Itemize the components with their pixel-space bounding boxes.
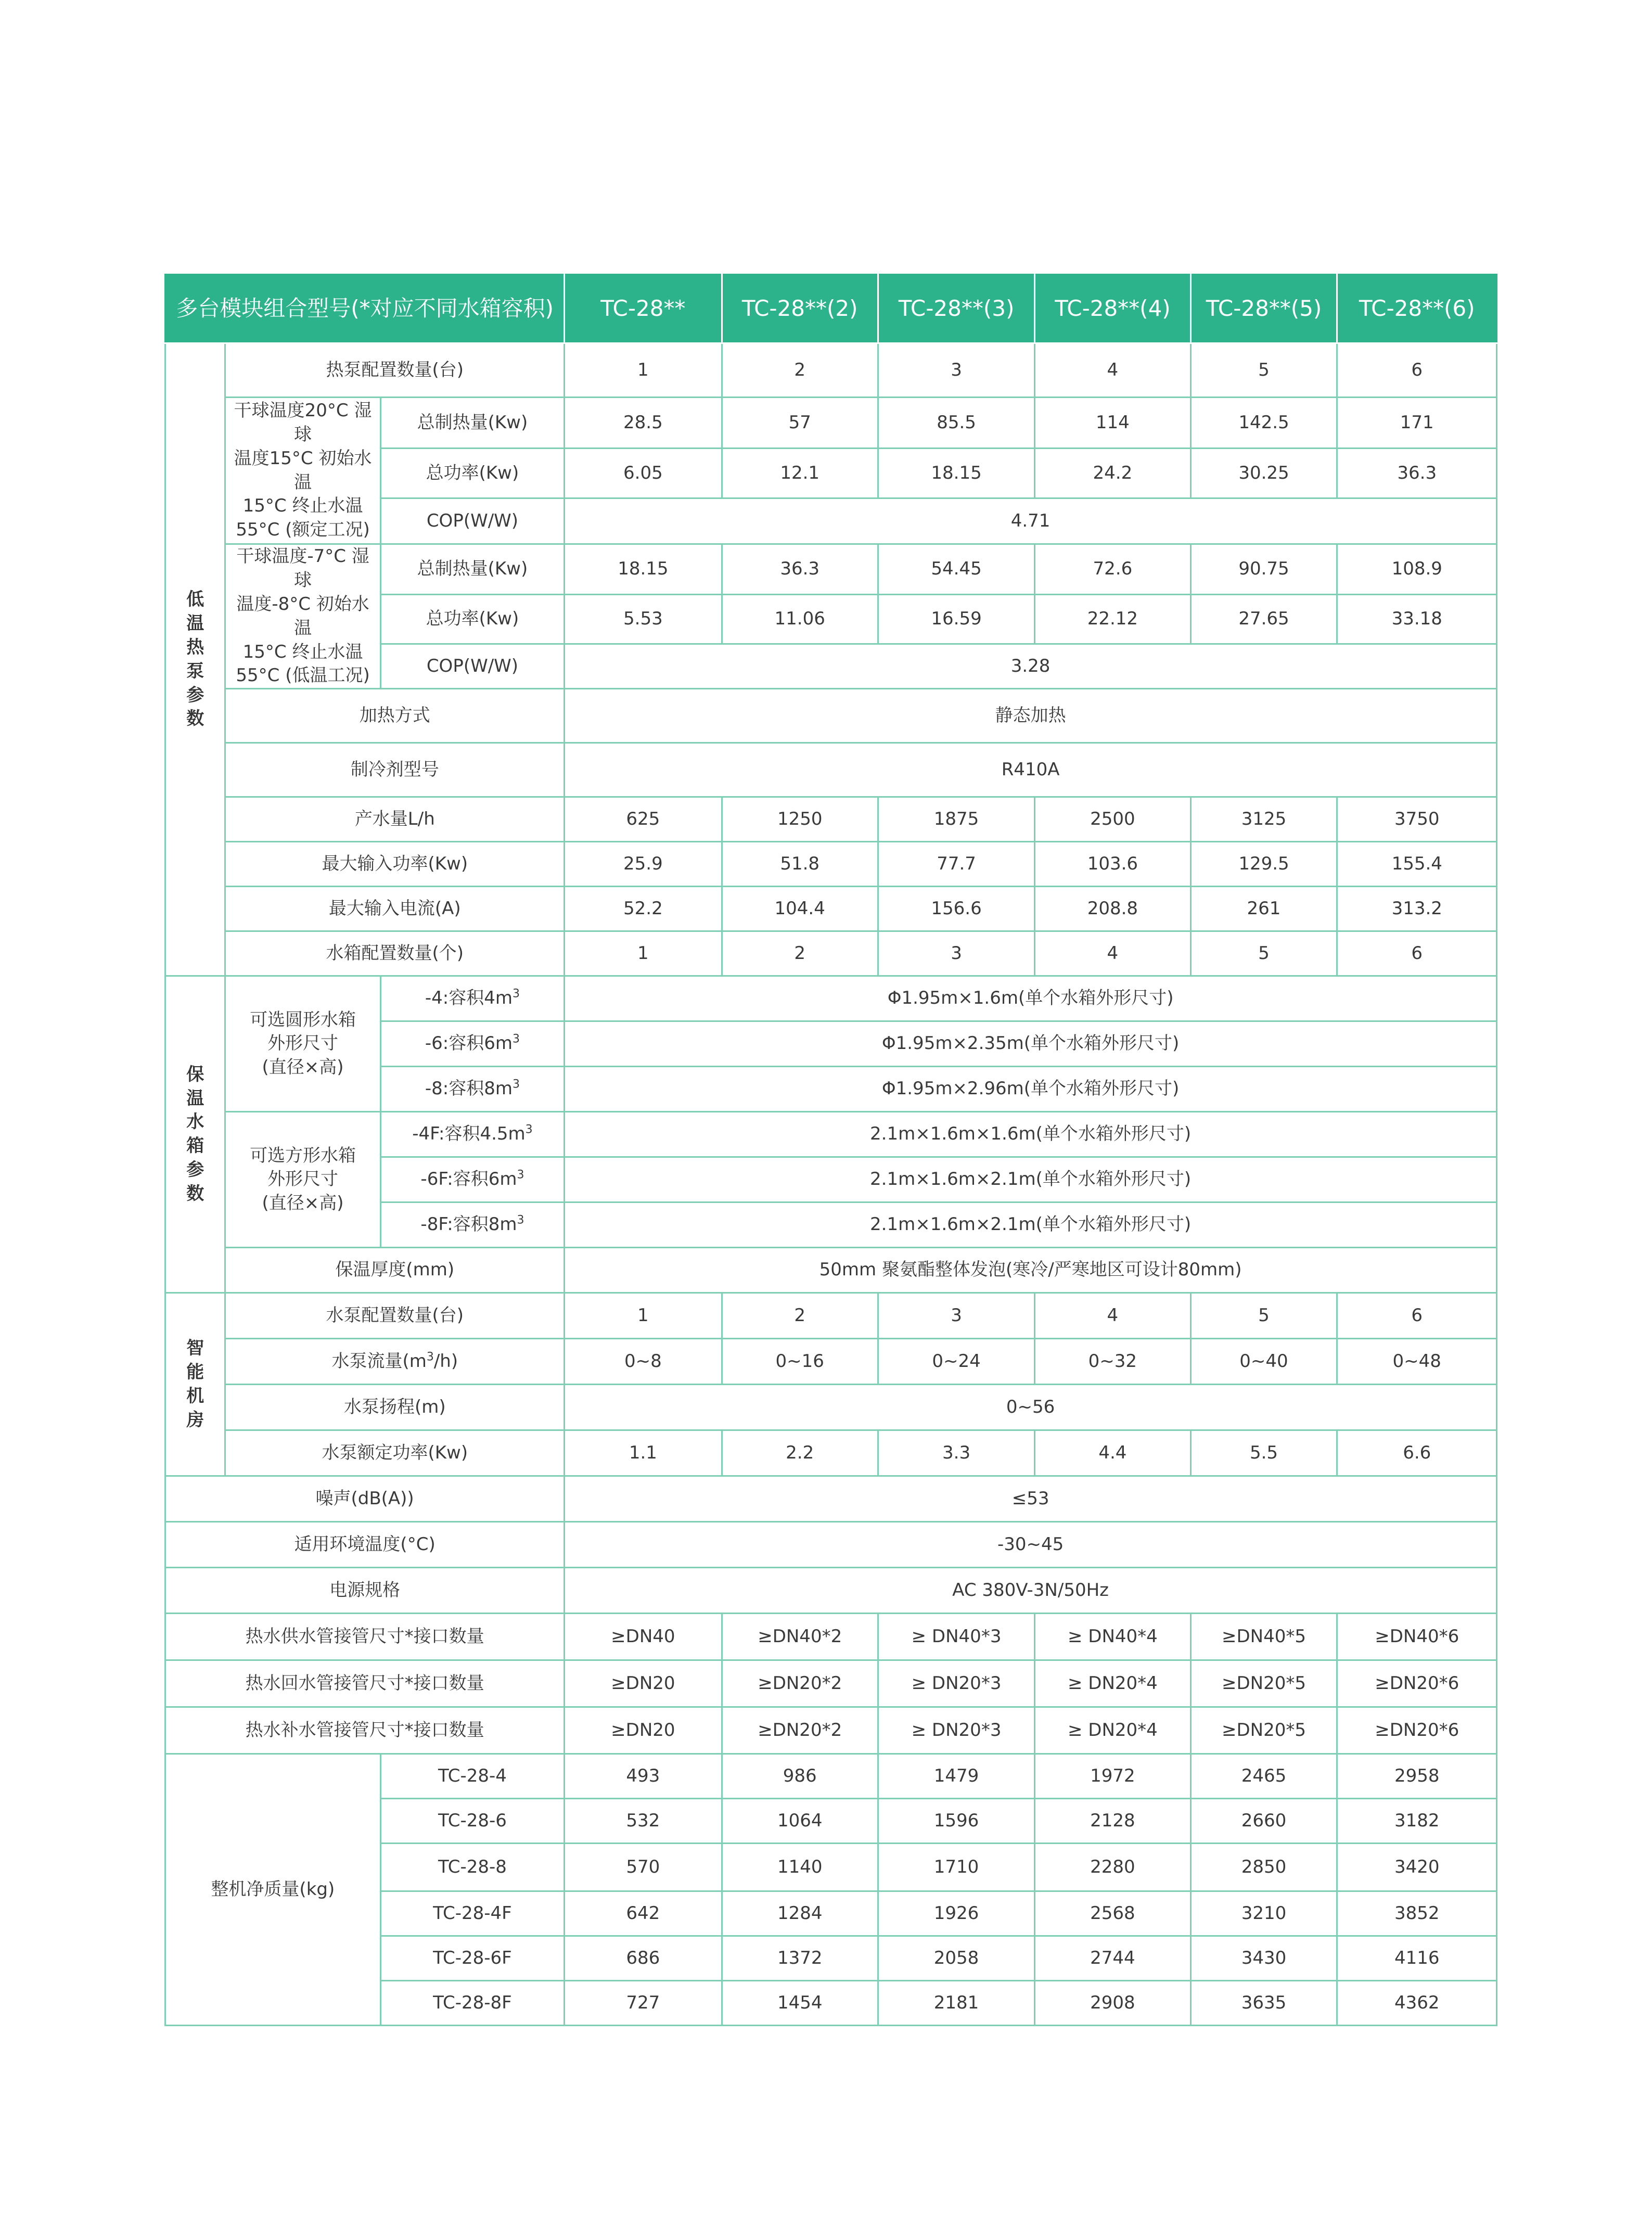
cell: 2500 bbox=[1035, 797, 1190, 842]
cell: 2128 bbox=[1035, 1799, 1190, 1844]
cell: 11.06 bbox=[722, 594, 878, 644]
cell: 313.2 bbox=[1337, 887, 1497, 931]
cell: 54.45 bbox=[878, 544, 1034, 595]
cell: 642 bbox=[565, 1891, 722, 1936]
section-char: 数 bbox=[186, 708, 204, 730]
cell: ≥DN40*6 bbox=[1337, 1614, 1497, 1660]
cell: 6 bbox=[1337, 1293, 1497, 1339]
cell: Φ1.95m×2.96m(单个水箱外形尺寸) bbox=[565, 1067, 1497, 1112]
section-char: 房 bbox=[186, 1409, 204, 1430]
cell: 155.4 bbox=[1337, 842, 1497, 887]
cell: 0~40 bbox=[1190, 1339, 1337, 1385]
cell: ≥ DN20*4 bbox=[1035, 1660, 1190, 1707]
cell: 129.5 bbox=[1190, 842, 1337, 887]
cell: 77.7 bbox=[878, 842, 1034, 887]
cell: 4 bbox=[1035, 343, 1190, 398]
cell: 1284 bbox=[722, 1891, 878, 1936]
tank-type-text: -4F:容积4.5m bbox=[412, 1123, 526, 1145]
row-label: 加热方式 bbox=[225, 689, 565, 743]
row-label bbox=[225, 1339, 565, 1385]
table-row bbox=[165, 544, 1497, 595]
cell: 5 bbox=[1190, 1293, 1337, 1339]
cell: 2465 bbox=[1190, 1754, 1337, 1799]
cell: ≥DN20*2 bbox=[722, 1660, 878, 1707]
row-label: 产水量L/h bbox=[225, 797, 565, 842]
header-model: TC-28**(2) bbox=[722, 275, 878, 343]
cell: 570 bbox=[565, 1844, 722, 1891]
cell: 0~24 bbox=[878, 1339, 1034, 1385]
cell: 1875 bbox=[878, 797, 1034, 842]
cell: 0~8 bbox=[565, 1339, 722, 1385]
cube-superscript: 3 bbox=[517, 1214, 524, 1227]
cell: 25.9 bbox=[565, 842, 722, 887]
cell: 2.1m×1.6m×1.6m(单个水箱外形尺寸) bbox=[565, 1112, 1497, 1157]
cell: 3 bbox=[878, 1293, 1034, 1339]
cell: 3430 bbox=[1190, 1936, 1337, 1981]
section-char: 热 bbox=[186, 636, 204, 658]
cell: 1064 bbox=[722, 1799, 878, 1844]
cell: Φ1.95m×2.35m(单个水箱外形尺寸) bbox=[565, 1021, 1497, 1067]
row-label: 水箱配置数量(个) bbox=[225, 931, 565, 976]
cell: 18.15 bbox=[878, 449, 1034, 498]
cell: 72.6 bbox=[1035, 544, 1190, 595]
cell: ≥DN40*5 bbox=[1190, 1614, 1337, 1660]
cell: 6 bbox=[1337, 931, 1497, 976]
cell: ≥DN20*5 bbox=[1190, 1660, 1337, 1707]
cube-superscript: 3 bbox=[525, 1123, 533, 1137]
cell: 1 bbox=[565, 343, 722, 398]
cell: 2.1m×1.6m×2.1m(单个水箱外形尺寸) bbox=[565, 1157, 1497, 1202]
cell: R410A bbox=[565, 743, 1497, 797]
cell: 2.1m×1.6m×2.1m(单个水箱外形尺寸) bbox=[565, 1202, 1497, 1248]
row-label: 热水回水管接管尺寸*接口数量 bbox=[165, 1660, 565, 1707]
cell: 1710 bbox=[878, 1844, 1034, 1891]
section-char: 低 bbox=[186, 589, 204, 610]
section-char: 机 bbox=[186, 1385, 204, 1406]
cube-superscript: 3 bbox=[517, 1169, 524, 1182]
cell: 1926 bbox=[878, 1891, 1034, 1936]
section-label-room bbox=[165, 1293, 225, 1476]
row-label: TC-28-6F bbox=[380, 1936, 564, 1981]
cell: 24.2 bbox=[1035, 449, 1190, 498]
table-row bbox=[165, 1614, 1497, 1660]
header-row bbox=[165, 275, 1497, 343]
cell: 625 bbox=[565, 797, 722, 842]
section-char: 箱 bbox=[186, 1135, 204, 1157]
table-row bbox=[165, 689, 1497, 743]
cell: 5 bbox=[1190, 343, 1337, 398]
cell: 1479 bbox=[878, 1754, 1034, 1799]
cell: 2.2 bbox=[722, 1430, 878, 1476]
row-label: COP(W/W) bbox=[380, 498, 564, 544]
tank-type-text: -4:容积4m bbox=[425, 988, 513, 1009]
row-label: 热水供水管接管尺寸*接口数量 bbox=[165, 1614, 565, 1660]
row-label: 水泵扬程(m) bbox=[225, 1385, 565, 1430]
cell: 1972 bbox=[1035, 1754, 1190, 1799]
row-label: 总制热量(Kw) bbox=[380, 398, 564, 449]
table-row bbox=[165, 1385, 1497, 1430]
cell: 114 bbox=[1035, 398, 1190, 449]
section-char: 能 bbox=[186, 1361, 204, 1383]
cell: ≥DN20*5 bbox=[1190, 1707, 1337, 1754]
row-label: 水泵额定功率(Kw) bbox=[225, 1430, 565, 1476]
row-label: 制冷剂型号 bbox=[225, 743, 565, 797]
cell: 57 bbox=[722, 398, 878, 449]
section-char: 保 bbox=[186, 1064, 204, 1085]
cell: 1372 bbox=[722, 1936, 878, 1981]
cell: 0~56 bbox=[565, 1385, 1497, 1430]
cell: 2660 bbox=[1190, 1799, 1337, 1844]
cell: ≥DN20 bbox=[565, 1707, 722, 1754]
cell: 静态加热 bbox=[565, 689, 1497, 743]
cell: 16.59 bbox=[878, 594, 1034, 644]
section-char: 数 bbox=[186, 1183, 204, 1205]
tank-type bbox=[380, 1112, 564, 1157]
cell: -30~45 bbox=[565, 1522, 1497, 1568]
cell: 2280 bbox=[1035, 1844, 1190, 1891]
cell: 0~48 bbox=[1337, 1339, 1497, 1385]
row-label: TC-28-8F bbox=[380, 1981, 564, 2026]
cell: 532 bbox=[565, 1799, 722, 1844]
table-row bbox=[165, 1112, 1497, 1157]
cell: 1 bbox=[565, 1293, 722, 1339]
tank-type-text: -8F:容积8m bbox=[420, 1214, 517, 1235]
table-row bbox=[165, 1248, 1497, 1293]
tank-type bbox=[380, 976, 564, 1021]
cell: 261 bbox=[1190, 887, 1337, 931]
cell: 108.9 bbox=[1337, 544, 1497, 595]
row-label: 总功率(Kw) bbox=[380, 594, 564, 644]
table-row bbox=[165, 931, 1497, 976]
cell: 3852 bbox=[1337, 1891, 1497, 1936]
table-row bbox=[165, 1660, 1497, 1707]
tank-type bbox=[380, 1157, 564, 1202]
cell: 2181 bbox=[878, 1981, 1034, 2026]
cell: 2744 bbox=[1035, 1936, 1190, 1981]
cell: 142.5 bbox=[1190, 398, 1337, 449]
pump-flow-label-tail: /h) bbox=[433, 1350, 458, 1372]
row-label: 最大输入电流(A) bbox=[225, 887, 565, 931]
table-row bbox=[165, 1568, 1497, 1614]
row-label: TC-28-4 bbox=[380, 1754, 564, 1799]
cube-superscript: 3 bbox=[512, 1078, 520, 1092]
row-label: 水泵配置数量(台) bbox=[225, 1293, 565, 1339]
cell: 5.53 bbox=[565, 594, 722, 644]
table-row bbox=[165, 1754, 1497, 1799]
row-label: 保温厚度(mm) bbox=[225, 1248, 565, 1293]
cube-superscript: 3 bbox=[426, 1350, 434, 1364]
cell: 2058 bbox=[878, 1936, 1034, 1981]
cell: 50mm 聚氨酯整体发泡(寒冷/严寒地区可设计80mm) bbox=[565, 1248, 1497, 1293]
row-label: 适用环境温度(°C) bbox=[165, 1522, 565, 1568]
header-model: TC-28**(3) bbox=[878, 275, 1034, 343]
cube-superscript: 3 bbox=[512, 1033, 520, 1046]
square-tank-label: 可选方形水箱 外形尺寸 (直径×高) bbox=[225, 1112, 380, 1248]
cell: 103.6 bbox=[1035, 842, 1190, 887]
rated-condition: 干球温度20°C 湿球 温度15°C 初始水温 15°C 终止水温 55°C (额定工况) bbox=[225, 398, 380, 544]
cell: 2 bbox=[722, 1293, 878, 1339]
cell: 52.2 bbox=[565, 887, 722, 931]
cell: 1140 bbox=[722, 1844, 878, 1891]
header-title: 多台模块组合型号(*对应不同水箱容积) bbox=[165, 275, 565, 343]
section-label-tank bbox=[165, 976, 225, 1293]
table-row bbox=[165, 1339, 1497, 1385]
tank-type bbox=[380, 1021, 564, 1067]
cell: 2850 bbox=[1190, 1844, 1337, 1891]
tank-type-text: -6F:容积6m bbox=[420, 1169, 517, 1190]
cell: ≥ DN20*4 bbox=[1035, 1707, 1190, 1754]
cell: 36.3 bbox=[1337, 449, 1497, 498]
cell: 6.6 bbox=[1337, 1430, 1497, 1476]
cube-superscript: 3 bbox=[512, 988, 520, 1001]
cell: 4362 bbox=[1337, 1981, 1497, 2026]
cell: 2 bbox=[722, 931, 878, 976]
cell: 5.5 bbox=[1190, 1430, 1337, 1476]
section-char: 参 bbox=[186, 684, 204, 706]
cell: 986 bbox=[722, 1754, 878, 1799]
cell: AC 380V-3N/50Hz bbox=[565, 1568, 1497, 1614]
cell: 686 bbox=[565, 1936, 722, 1981]
cell: 3750 bbox=[1337, 797, 1497, 842]
cell: 12.1 bbox=[722, 449, 878, 498]
table-row bbox=[165, 797, 1497, 842]
cell: 156.6 bbox=[878, 887, 1034, 931]
cell: 27.65 bbox=[1190, 594, 1337, 644]
row-label: TC-28-8 bbox=[380, 1844, 564, 1891]
row-label: TC-28-6 bbox=[380, 1799, 564, 1844]
table-row bbox=[165, 743, 1497, 797]
cell: 0~16 bbox=[722, 1339, 878, 1385]
table-row bbox=[165, 976, 1497, 1021]
cell: 4.4 bbox=[1035, 1430, 1190, 1476]
row-label: 总制热量(Kw) bbox=[380, 544, 564, 595]
cell: 3125 bbox=[1190, 797, 1337, 842]
cell: 2908 bbox=[1035, 1981, 1190, 2026]
section-char: 温 bbox=[186, 1087, 204, 1109]
cell: 5 bbox=[1190, 931, 1337, 976]
cell: 1.1 bbox=[565, 1430, 722, 1476]
tank-type-text: -8:容积8m bbox=[425, 1078, 513, 1099]
tank-type bbox=[380, 1067, 564, 1112]
section-label-low-temp bbox=[165, 343, 225, 976]
cell: ≥ DN40*3 bbox=[878, 1614, 1034, 1660]
cell: 3 bbox=[878, 343, 1034, 398]
row-label: COP(W/W) bbox=[380, 644, 564, 689]
section-char: 温 bbox=[186, 612, 204, 634]
net-weight-label: 整机净质量(kg) bbox=[165, 1754, 381, 2026]
section-char: 泵 bbox=[186, 660, 204, 682]
cell: ≥DN20 bbox=[565, 1660, 722, 1707]
row-label: 总功率(Kw) bbox=[380, 449, 564, 498]
table-row bbox=[165, 1293, 1497, 1339]
cell: 4.71 bbox=[565, 498, 1497, 544]
cell: 28.5 bbox=[565, 398, 722, 449]
low-condition: 干球温度-7°C 湿球 温度-8°C 初始水温 15°C 终止水温 55°C (低温工况) bbox=[225, 544, 380, 689]
cell: 4 bbox=[1035, 1293, 1190, 1339]
cell: 3.28 bbox=[565, 644, 1497, 689]
header-model: TC-28** bbox=[565, 275, 722, 343]
row-label: 热泵配置数量(台) bbox=[225, 343, 565, 398]
header-model: TC-28**(5) bbox=[1190, 275, 1337, 343]
tank-type bbox=[380, 1202, 564, 1248]
cell: 3635 bbox=[1190, 1981, 1337, 2026]
cell: 1596 bbox=[878, 1799, 1034, 1844]
cell: 3182 bbox=[1337, 1799, 1497, 1844]
table-row bbox=[165, 1430, 1497, 1476]
table-row bbox=[165, 343, 1497, 398]
cell: ≥ DN20*3 bbox=[878, 1707, 1034, 1754]
cell: 493 bbox=[565, 1754, 722, 1799]
cell: 30.25 bbox=[1190, 449, 1337, 498]
cell: ≥DN20*6 bbox=[1337, 1660, 1497, 1707]
header-model: TC-28**(6) bbox=[1337, 275, 1497, 343]
row-label: 热水补水管接管尺寸*接口数量 bbox=[165, 1707, 565, 1754]
table-row bbox=[165, 1522, 1497, 1568]
cell: 1454 bbox=[722, 1981, 878, 2026]
table-row bbox=[165, 1707, 1497, 1754]
cell: 727 bbox=[565, 1981, 722, 2026]
cell: ≥ DN40*4 bbox=[1035, 1614, 1190, 1660]
cell: 4116 bbox=[1337, 1936, 1497, 1981]
cell: 4 bbox=[1035, 931, 1190, 976]
cell: 90.75 bbox=[1190, 544, 1337, 595]
cell: ≥DN20*6 bbox=[1337, 1707, 1497, 1754]
cell: 104.4 bbox=[722, 887, 878, 931]
cell: 2 bbox=[722, 343, 878, 398]
section-char: 智 bbox=[186, 1338, 204, 1359]
cell: ≥DN20*2 bbox=[722, 1707, 878, 1754]
cell: 18.15 bbox=[565, 544, 722, 595]
cell: 3210 bbox=[1190, 1891, 1337, 1936]
table-row bbox=[165, 887, 1497, 931]
row-label: TC-28-4F bbox=[380, 1891, 564, 1936]
table-row bbox=[165, 842, 1497, 887]
cell: 1 bbox=[565, 931, 722, 976]
cell: 3.3 bbox=[878, 1430, 1034, 1476]
cell: ≥ DN20*3 bbox=[878, 1660, 1034, 1707]
cell: ≤53 bbox=[565, 1476, 1497, 1522]
round-tank-label: 可选圆形水箱 外形尺寸 (直径×高) bbox=[225, 976, 380, 1112]
cell: 208.8 bbox=[1035, 887, 1190, 931]
cell: 3 bbox=[878, 931, 1034, 976]
cell: 2568 bbox=[1035, 1891, 1190, 1936]
section-char: 参 bbox=[186, 1159, 204, 1181]
cell: 1250 bbox=[722, 797, 878, 842]
table-row bbox=[165, 398, 1497, 449]
row-label: 最大输入功率(Kw) bbox=[225, 842, 565, 887]
cell: 36.3 bbox=[722, 544, 878, 595]
cell: 2958 bbox=[1337, 1754, 1497, 1799]
section-char: 水 bbox=[186, 1111, 204, 1133]
cell: 6 bbox=[1337, 343, 1497, 398]
cell: 171 bbox=[1337, 398, 1497, 449]
cell: 6.05 bbox=[565, 449, 722, 498]
spec-table bbox=[164, 274, 1497, 2026]
pump-flow-label: 水泵流量(m bbox=[331, 1350, 427, 1372]
cell: 0~32 bbox=[1035, 1339, 1190, 1385]
cell: 3420 bbox=[1337, 1844, 1497, 1891]
cell: ≥DN40*2 bbox=[722, 1614, 878, 1660]
cell: 33.18 bbox=[1337, 594, 1497, 644]
cell: 22.12 bbox=[1035, 594, 1190, 644]
cell: 85.5 bbox=[878, 398, 1034, 449]
cell: 51.8 bbox=[722, 842, 878, 887]
tank-type-text: -6:容积6m bbox=[425, 1033, 513, 1054]
header-model: TC-28**(4) bbox=[1035, 275, 1190, 343]
cell: ≥DN40 bbox=[565, 1614, 722, 1660]
cell: Φ1.95m×1.6m(单个水箱外形尺寸) bbox=[565, 976, 1497, 1021]
table-row bbox=[165, 1476, 1497, 1522]
row-label: 噪声(dB(A)) bbox=[165, 1476, 565, 1522]
row-label: 电源规格 bbox=[165, 1568, 565, 1614]
